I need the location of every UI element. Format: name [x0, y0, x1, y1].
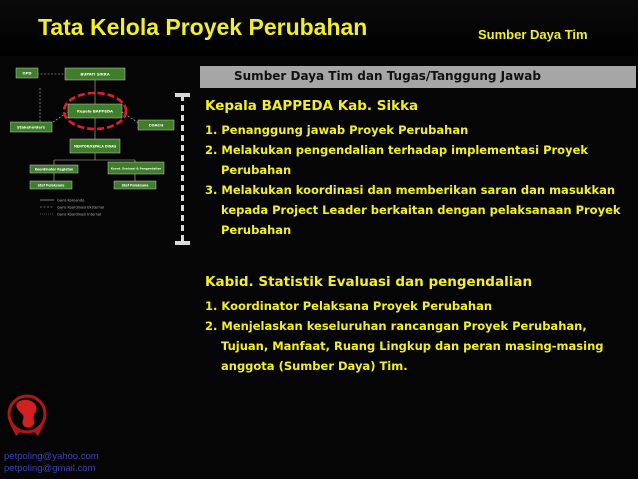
diagram-box-staf1: Staf Pelaksana: [37, 183, 65, 188]
role-heading: Kabid. Statistik Evaluasi dan pengendalian: [205, 274, 533, 290]
duty-item: 3. Melakukan koordinasi dan memberikan saran dan masukkan kepada Project Leader berkaitan dengan pelaksanaan Proyek Perubahan: [205, 183, 621, 237]
org-structure-diagram: [10, 62, 180, 232]
duty-item: 2. Melakukan pengendalian terhadap implementasi Proyek Perubahan: [205, 143, 589, 177]
footer-contacts: [4, 451, 99, 475]
legend-item: Garis Koordinasi Eksternal: [57, 205, 104, 210]
diagram-box-stakeholders: Stakeholders: [16, 124, 46, 130]
footer-email[interactable]: petpoling@gmail.com: [4, 463, 96, 474]
dashed-divider: [181, 95, 184, 243]
diagram-box-koord: Koordinator Kegiatan: [34, 167, 74, 172]
duty-item: 1. Koordinator Pelaksana Proyek Perubahan: [205, 299, 493, 313]
role-block-kepala: [205, 96, 630, 240]
role-block-kabid: [205, 272, 630, 376]
footer-email[interactable]: petpoling@yahoo.com: [4, 451, 99, 462]
section-band-label: Sumber Daya Tim dan Tugas/Tanggung Jawab: [234, 69, 541, 83]
page-title: Tata Kelola Proyek Perubahan: [38, 14, 368, 40]
role-heading: Kepala BAPPEDA Kab. Sikka: [205, 98, 419, 114]
legend-item: Garis Koordinasi Internal: [57, 212, 102, 217]
legend-item: Garis Komando: [57, 198, 85, 203]
duty-list: [205, 120, 630, 240]
diagram-box-mentor: MENTOR/KEPALA DINAS: [73, 144, 117, 149]
diagram-box-koord-eval: Koord. Evaluasi & Pengendalian: [110, 166, 162, 171]
diagram-box-bupati: BUPATI SIKKA: [80, 71, 110, 77]
duty-item: 1. Penanggung jawab Proyek Perubahan: [205, 123, 469, 137]
organization-logo-icon: [4, 390, 50, 440]
diagram-box-kepala: Kepala BAPPEDA: [77, 108, 113, 114]
divider-cap: [175, 241, 190, 245]
duty-item: 2. Menjelaskan keseluruhan rancangan Proyek Perubahan, Tujuan, Manfaat, Ruang Lingkup dan peran masing-masing anggota (Sumber Daya) Tim.: [205, 319, 604, 373]
header-bar: [0, 0, 638, 56]
diagram-box-staf2: Staf Pelaksana: [121, 183, 149, 188]
duty-list: [205, 296, 630, 376]
section-tag: Sumber Daya Tim: [478, 27, 588, 42]
diagram-box-coach: COACH: [148, 122, 164, 128]
diagram-box-opd: OPD: [22, 70, 32, 76]
